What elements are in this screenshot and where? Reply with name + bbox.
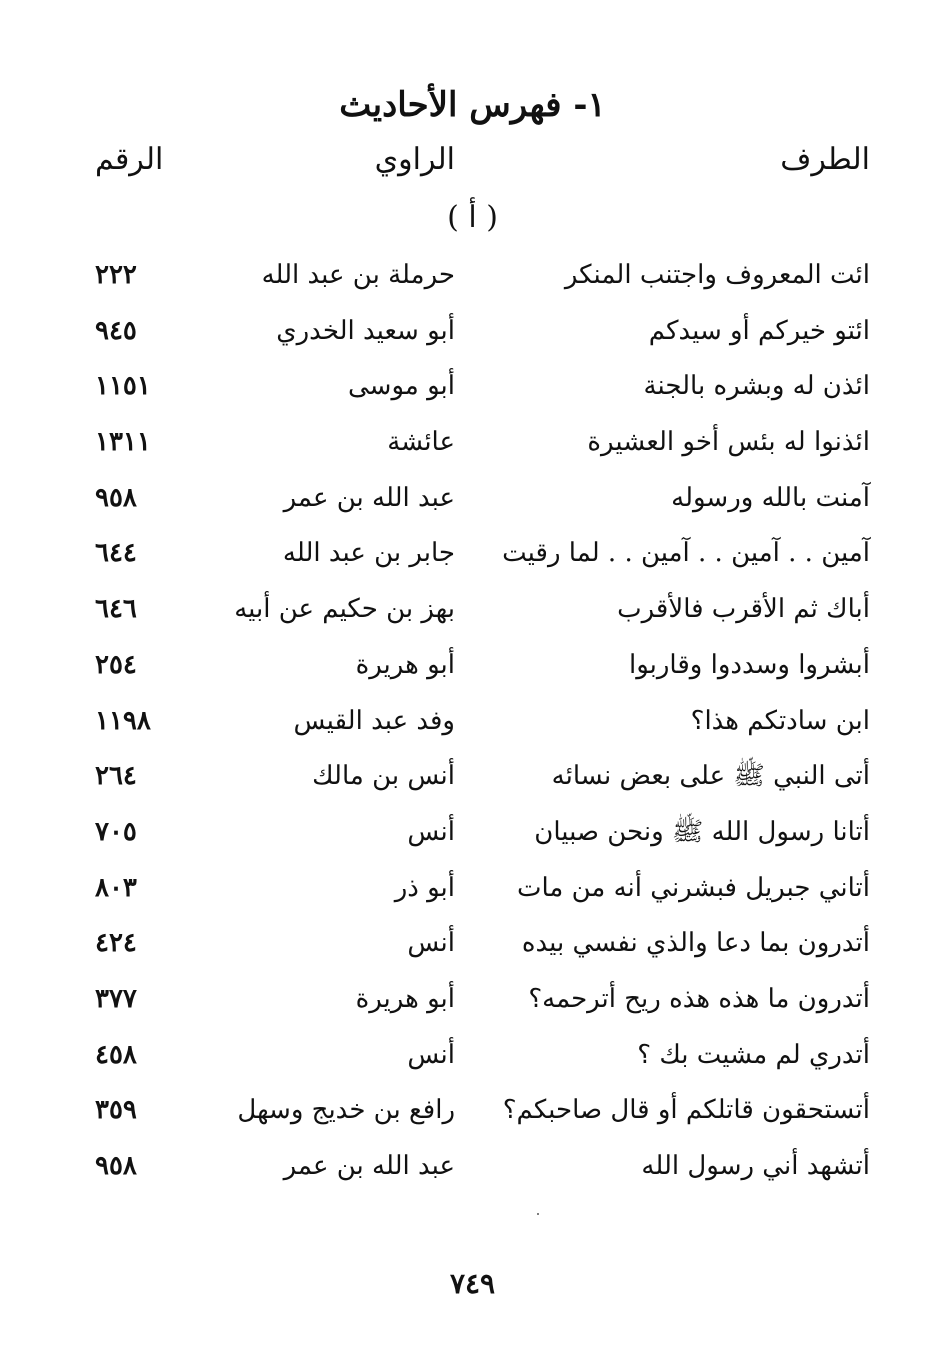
table-row bbox=[95, 972, 870, 1028]
page-title: ١- فهرس الأحاديث bbox=[339, 85, 606, 125]
hadith-number: ٢٦٤ bbox=[95, 761, 137, 792]
hadith-tarf: أبشروا وسددوا وقاربوا bbox=[628, 649, 870, 680]
hadith-number: ١١٥١ bbox=[95, 371, 151, 402]
hadith-number: ٧٠٥ bbox=[95, 816, 137, 847]
hadith-tarf: أتانا رسول الله ﷺ ونحن صبيان bbox=[534, 816, 870, 847]
hadith-rawi: بهز بن حكيم عن أبيه bbox=[234, 594, 455, 625]
hadith-tarf: آمنت بالله ورسوله bbox=[671, 482, 870, 513]
hadith-rawi: أنس bbox=[407, 816, 455, 847]
hadith-tarf: ابن سادتكم هذا؟ bbox=[690, 705, 870, 736]
hadith-rawi: عبد الله بن عمر bbox=[283, 482, 455, 513]
section-letter: ( أ ) bbox=[447, 200, 498, 235]
table-row bbox=[95, 248, 870, 304]
hadith-number: ٣٧٧ bbox=[95, 983, 137, 1014]
table-row bbox=[95, 638, 870, 694]
table-row bbox=[95, 415, 870, 471]
hadith-tarf: أتدرون ما هذه هذه ريح أترحمه؟ bbox=[528, 983, 870, 1014]
hadith-number: ١٣١١ bbox=[95, 427, 151, 458]
page-number: ٧٤٩ bbox=[449, 1267, 496, 1300]
table-row bbox=[95, 582, 870, 638]
table-row bbox=[95, 1139, 870, 1195]
hadith-number: ٨٠٣ bbox=[95, 872, 137, 903]
table-row bbox=[95, 694, 870, 750]
table-row bbox=[95, 1028, 870, 1084]
table-row bbox=[95, 861, 870, 917]
hadith-number: ٢٥٤ bbox=[95, 649, 137, 680]
hadith-tarf: أتشهد أني رسول الله bbox=[641, 1151, 870, 1181]
hadith-number: ٣٥٩ bbox=[95, 1095, 137, 1126]
hadith-rawi: أبو هريرة bbox=[355, 983, 455, 1014]
hadith-rawi: جابر بن عبد الله bbox=[282, 538, 455, 569]
table-row bbox=[95, 471, 870, 527]
hadith-number: ٩٥٨ bbox=[95, 482, 137, 513]
hadith-tarf: أتى النبي ﷺ على بعض نسائه bbox=[551, 761, 870, 792]
hadith-rawi: أبو موسى bbox=[348, 371, 455, 402]
hadith-tarf: ائذن له وبشره بالجنة bbox=[643, 371, 870, 402]
hadith-rawi: أبو هريرة bbox=[355, 649, 455, 680]
table-row bbox=[95, 749, 870, 805]
hadith-rawi: عائشة bbox=[387, 427, 455, 458]
hadith-tarf: أتستحقون قاتلكم أو قال صاحبكم؟ bbox=[502, 1095, 870, 1126]
hadith-number: ٩٥٨ bbox=[95, 1151, 137, 1181]
table-row bbox=[95, 304, 870, 360]
hadith-tarf: ائت المعروف واجتنب المنكر bbox=[564, 260, 870, 290]
hadith-rawi: حرملة بن عبد الله bbox=[261, 260, 455, 290]
header-rawi: الراوي bbox=[374, 142, 455, 177]
hadith-rawi: أنس bbox=[407, 1039, 455, 1070]
hadith-rawi: أنس bbox=[407, 928, 455, 959]
hadith-number: ٢٢٢ bbox=[95, 260, 137, 290]
hadith-rawi: أبو ذر bbox=[394, 872, 455, 903]
hadith-rawi: أبو سعيد الخدري bbox=[276, 315, 455, 346]
hadith-number: ٦٤٤ bbox=[95, 538, 137, 569]
hadith-rawi: رافع بن خديج وسهل bbox=[237, 1095, 455, 1126]
hadith-tarf: أتاني جبريل فبشرني أنه من مات bbox=[517, 872, 870, 903]
hadith-tarf: أتدرون بما دعا والذي نفسي بيده bbox=[521, 928, 870, 959]
table-row bbox=[95, 1083, 870, 1139]
column-headers bbox=[95, 142, 870, 192]
hadith-rawi: وفد عبد القيس bbox=[293, 705, 455, 736]
print-speck bbox=[537, 1213, 539, 1215]
hadith-tarf: ائذنوا له بئس أخو العشيرة bbox=[587, 427, 870, 458]
hadith-tarf: أتدري لم مشيت بك ؟ bbox=[637, 1039, 870, 1070]
hadith-tarf: آمين . . آمين . . آمين . . لما رقيت bbox=[502, 538, 870, 569]
hadith-tarf: ائتو خيركم أو سيدكم bbox=[648, 315, 870, 346]
header-tarf: الطرف bbox=[780, 142, 870, 177]
hadith-rawi: عبد الله بن عمر bbox=[283, 1151, 455, 1181]
header-raqm: الرقم bbox=[95, 142, 164, 177]
table-row bbox=[95, 359, 870, 415]
hadith-number: ١١٩٨ bbox=[95, 705, 151, 736]
hadith-number: ٤٥٨ bbox=[95, 1039, 137, 1070]
table-row bbox=[95, 916, 870, 972]
table-row bbox=[95, 526, 870, 582]
hadith-number: ٦٤٦ bbox=[95, 594, 137, 625]
hadith-number: ٤٢٤ bbox=[95, 928, 137, 959]
table-row bbox=[95, 805, 870, 861]
hadith-index-table bbox=[95, 248, 870, 1195]
hadith-rawi: أنس بن مالك bbox=[312, 761, 455, 792]
hadith-number: ٩٤٥ bbox=[95, 315, 137, 346]
hadith-tarf: أباك ثم الأقرب فالأقرب bbox=[617, 594, 870, 625]
